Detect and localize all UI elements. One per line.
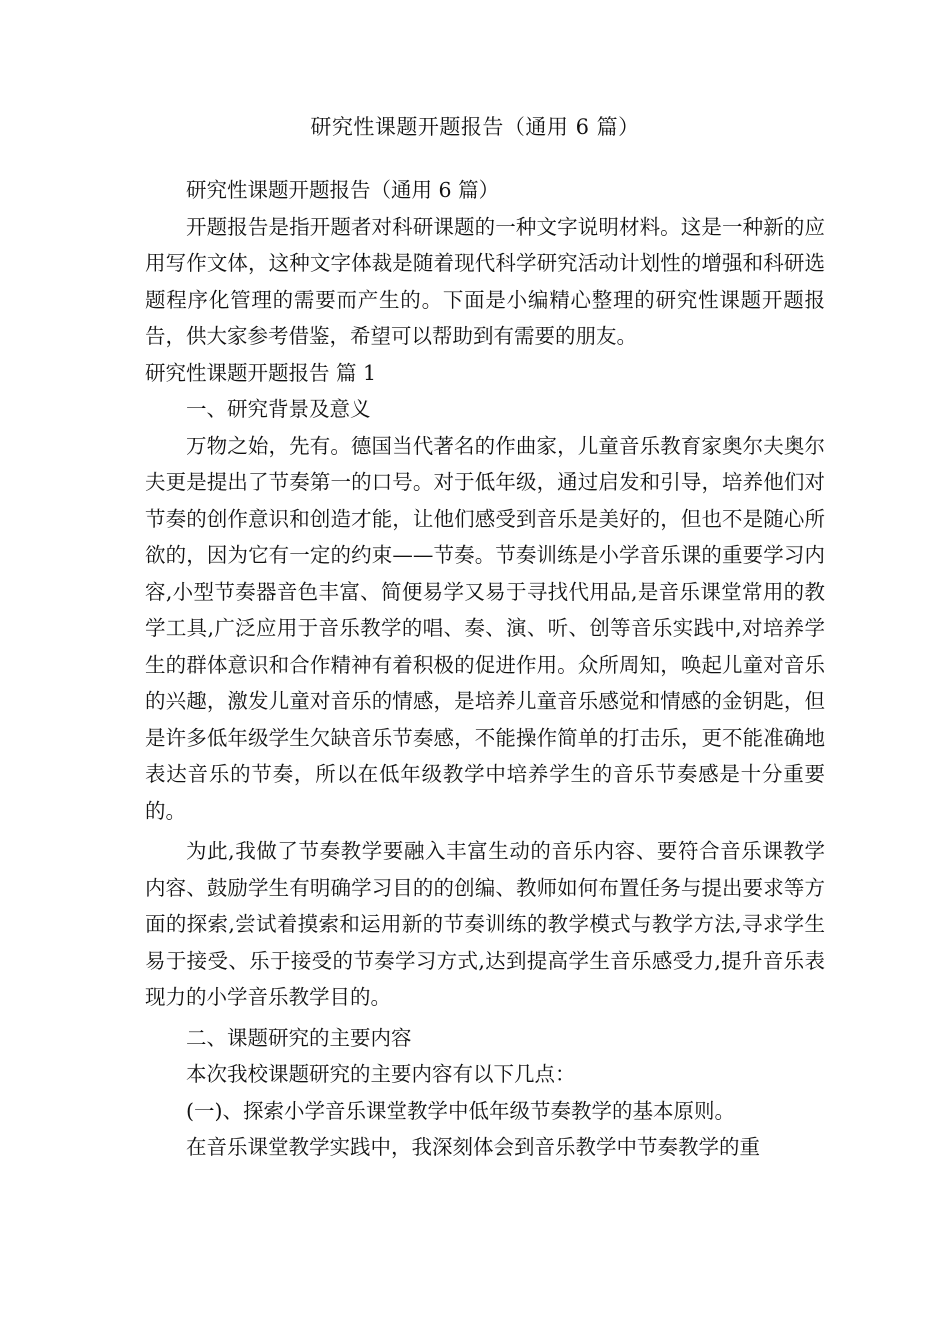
subsection-heading-content: 二、课题研究的主要内容 xyxy=(186,1025,412,1050)
section-heading: 研究性课题开题报告 篇 1 xyxy=(145,360,377,385)
point-one-heading: (一)、探索小学音乐课堂教学中低年级节奏教学的基本原则。 xyxy=(186,1098,735,1123)
background-paragraph: 万物之始，先有。德国当代著名的作曲家，儿童音乐教育家奥尔夫奥尔夫更是提出了节奏第一的口号。对于低年级，通过启发和引导，培养他们对节奏的创作意识和创造才能，让他们感受到音乐是美好的，但也不是随心所欲的，因为它有一定的约束——节奏。节奏训练是小学音乐课的重要学习内容,小型节奏器音色丰富、简便易学又易于寻找代用品,是音乐课堂常用的教学工具,广泛应用于音乐教学的唱、奏、演、听、创等音乐实践中,对培养学生的群体意识和合作精神有着积极的促进作用。众所周知，唤起儿童对音乐的兴趣，激发儿童对音乐的情感，是培养儿童音乐感觉和情感的金钥匙，但是许多低年级学生欠缺音乐节奏感，不能操作简单的打击乐，更不能准确地表达音乐的节奏，所以在低年级教学中培养学生的音乐节奏感是十分重要的。 xyxy=(145,433,825,823)
subsection-heading-background: 一、研究背景及意义 xyxy=(186,397,371,421)
approach-paragraph: 为此,我做了节奏教学要融入丰富生动的音乐内容、要符合音乐课教学内容、鼓励学生有明确学习目的的创编、教师如何布置任务与提出要求等方面的探索,尝试着摸索和运用新的节奏训练的教学模式与教学方法,寻求学生易于接受、乐于接受的节奏学习方式,达到提高学生音乐感受力,提升音乐表现力的小学音乐教学目的。 xyxy=(145,839,825,1009)
document-title: 研究性课题开题报告（通用 6 篇） xyxy=(310,115,640,139)
intro-paragraph: 开题报告是指开题者对科研课题的一种文字说明材料。这是一种新的应用写作文体，这种文字体裁是随着现代科学研究活动计划性的增强和科研选题程序化管理的需要而产生的。下面是小编精心整理的研究性课题开题报告，供大家参考借鉴，希望可以帮助到有需要的朋友。 xyxy=(145,214,825,348)
document-body xyxy=(145,172,825,1166)
subtitle-paragraph: 研究性课题开题报告（通用 6 篇） xyxy=(186,178,500,202)
practice-paragraph: 在音乐课堂教学实践中，我深刻体会到音乐教学中节奏教学的重 xyxy=(186,1135,760,1159)
content-intro-paragraph: 本次我校课题研究的主要内容有以下几点： xyxy=(186,1062,576,1086)
